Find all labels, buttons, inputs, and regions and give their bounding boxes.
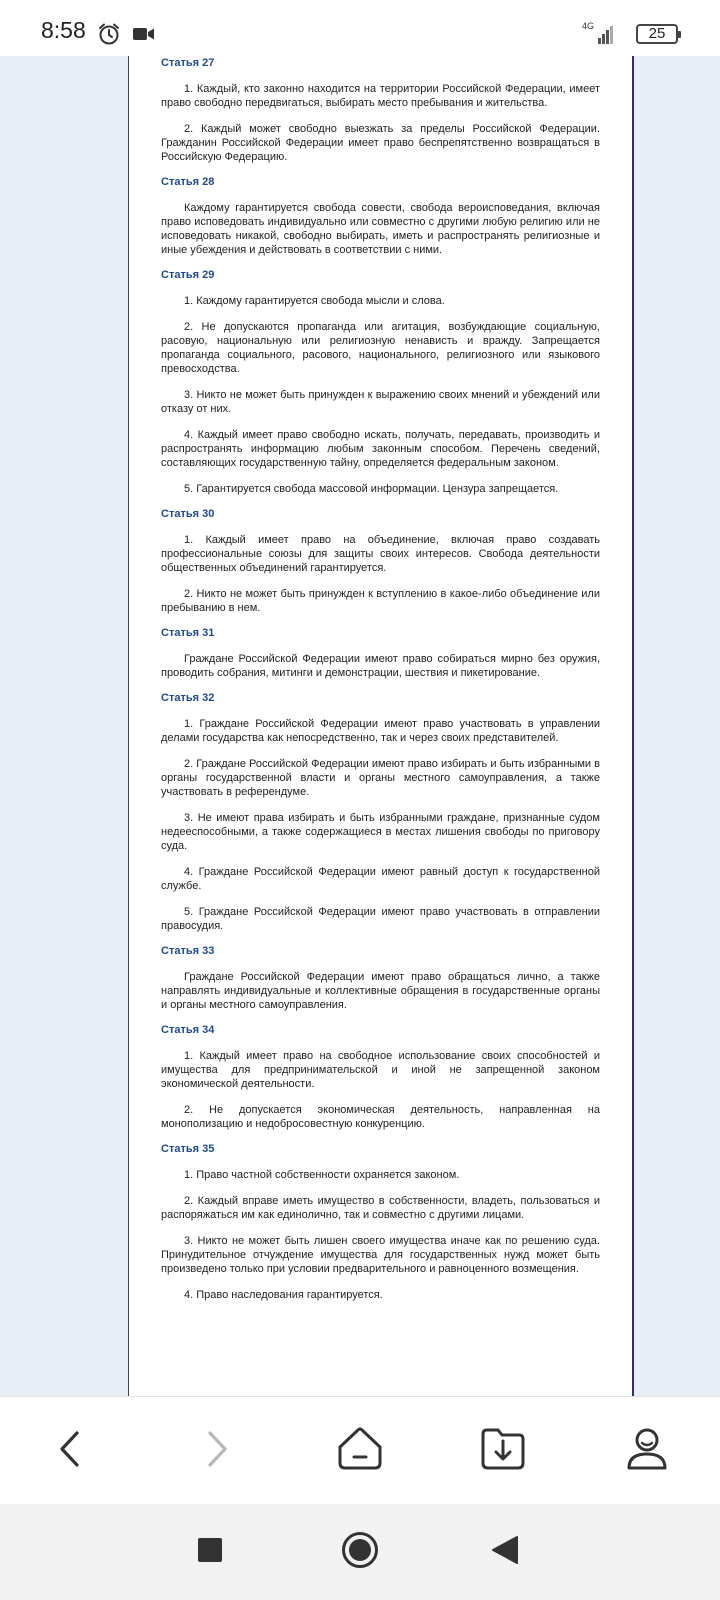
paragraph: 1. Каждый, кто законно находится на территории Российской Федерации, имеет право свободно передвигаться, выбирать место пребывания и жительства.: [161, 83, 600, 109]
article-title: Статья 29: [161, 269, 215, 281]
battery-icon: 25: [636, 24, 678, 44]
paragraph: 3. Никто не может быть лишен своего имущества иначе как по решению суда. Принудительное отчуждение имущества для государственных нужд может быть произведено только при условии предварительного и равноценного возмещения.: [161, 1235, 600, 1275]
system-home-button[interactable]: [330, 1526, 390, 1578]
article-title: Статья 30: [161, 508, 215, 520]
network-type: 4G: [582, 21, 595, 31]
back-triangle-icon: [491, 1535, 519, 1570]
paragraph: 2. Не допускаются пропаганда или агитация, возбуждающие социальную, расовую, национальную или религиозную ненависть и вражду. Запрещается пропаганда социального, расового, национального, религиозного или языкового превосходства.: [161, 321, 600, 375]
paragraph: 1. Каждый имеет право на свободное использование своих способностей и имущества для предпринимательской и иной не запрещенной законом экономической деятельности.: [161, 1050, 600, 1090]
download-button[interactable]: [453, 1397, 553, 1505]
article-title: Статья 34: [161, 1024, 215, 1036]
browser-toolbar: [0, 1396, 720, 1505]
article-title: Статья 32: [161, 692, 215, 704]
back-button[interactable]: [21, 1397, 121, 1505]
signal-icon: [598, 22, 616, 49]
profile-button[interactable]: [597, 1397, 697, 1505]
video-icon: [133, 27, 155, 46]
paragraph: 2. Не допускается экономическая деятельность, направленная на монополизацию и недобросовестную конкуренцию.: [161, 1104, 600, 1130]
article-35: [161, 1142, 600, 1302]
recents-button[interactable]: [180, 1526, 240, 1578]
status-bar: [0, 0, 720, 56]
article-32: [161, 691, 600, 933]
paragraph: 2. Никто не может быть принужден к вступлению в какое-либо объединение или пребыванию в нем.: [161, 588, 600, 614]
paragraph: 1. Граждане Российской Федерации имеют право участвовать в управлении делами государства как непосредственно, так и через своих представителей.: [161, 718, 600, 744]
article-33: [161, 944, 600, 1012]
paragraph: 3. Не имеют права избирать и быть избранными граждане, признанные судом недееспособными, а также содержащиеся в местах лишения свободы по приговору суда.: [161, 812, 600, 852]
paragraph: 2. Каждый вправе иметь имущество в собственности, владеть, пользоваться и распоряжаться им как единолично, так и совместно с другими лицами.: [161, 1195, 600, 1221]
paragraph: Граждане Российской Федерации имеют право собираться мирно без оружия, проводить собрания, митинги и демонстрации, шествия и пикетирование.: [161, 653, 600, 679]
paragraph: 5. Граждане Российской Федерации имеют право участвовать в отправлении правосудия.: [161, 906, 600, 932]
status-time: 8:58: [41, 17, 86, 43]
article-title: Статья 28: [161, 176, 215, 188]
article-title: Статья 31: [161, 627, 215, 639]
article-title: Статья 33: [161, 945, 215, 957]
profile-icon: [625, 1427, 669, 1476]
article-30: [161, 507, 600, 615]
paragraph: 1. Каждый имеет право на объединение, включая право создавать профессиональные союзы для защиты своих интересов. Свобода деятельности общественных объединений гарантируется.: [161, 534, 600, 574]
system-navigation-bar: [0, 1504, 720, 1600]
back-icon: [51, 1429, 91, 1474]
paragraph: 1. Каждому гарантируется свобода мысли и слова.: [184, 295, 445, 307]
paragraph: Граждане Российской Федерации имеют право обращаться лично, а также направлять индивидуальные и коллективные обращения в государственные органы и органы местного самоуправления.: [161, 971, 600, 1011]
paragraph: 4. Право наследования гарантируется.: [184, 1289, 383, 1301]
article-27: [161, 56, 600, 164]
article-title: Статья 35: [161, 1143, 215, 1155]
download-icon: [480, 1426, 526, 1477]
article-title: Статья 27: [161, 57, 215, 69]
paragraph: 2. Граждане Российской Федерации имеют право избирать и быть избранными в органы государственной власти и органы местного самоуправления, а также участвовать в референдуме.: [161, 758, 600, 798]
home-icon: [337, 1426, 383, 1477]
paragraph: 2. Каждый может свободно выезжать за пределы Российской Федерации. Гражданин Российской Федерации имеет право беспрепятственно возвращаться в Российскую Федерацию.: [161, 123, 600, 163]
document-viewport[interactable]: [0, 56, 720, 1396]
article-29: [161, 268, 600, 496]
forward-button[interactable]: [166, 1397, 266, 1505]
article-34: [161, 1023, 600, 1131]
article-28: [161, 175, 600, 257]
forward-icon: [196, 1429, 236, 1474]
system-back-button[interactable]: [475, 1526, 535, 1578]
article-31: [161, 626, 600, 680]
home-button[interactable]: [310, 1397, 410, 1505]
recents-icon: [197, 1537, 223, 1568]
home-circle-icon: [341, 1531, 379, 1574]
paragraph: 4. Каждый имеет право свободно искать, получать, передавать, производить и распространять информацию любым законным способом. Перечень сведений, составляющих государственную тайну, определяется федеральным законом.: [161, 429, 600, 469]
paragraph: 3. Никто не может быть принужден к выражению своих мнений и убеждений или отказу от них.: [161, 389, 600, 415]
paragraph: Каждому гарантируется свобода совести, свобода вероисповедания, включая право исповедовать индивидуально или совместно с другими любую религию или не исповедовать никакой, свободно выбирать, иметь и распространять религиозные и иные убеждения и действовать в соответствии с ними.: [161, 202, 600, 256]
paragraph: 1. Право частной собственности охраняется законом.: [184, 1169, 460, 1181]
document-page: [128, 56, 634, 1396]
paragraph: 5. Гарантируется свобода массовой информации. Цензура запрещается.: [184, 483, 559, 495]
alarm-icon: [97, 22, 121, 51]
paragraph: 4. Граждане Российской Федерации имеют равный доступ к государственной службе.: [161, 866, 600, 892]
